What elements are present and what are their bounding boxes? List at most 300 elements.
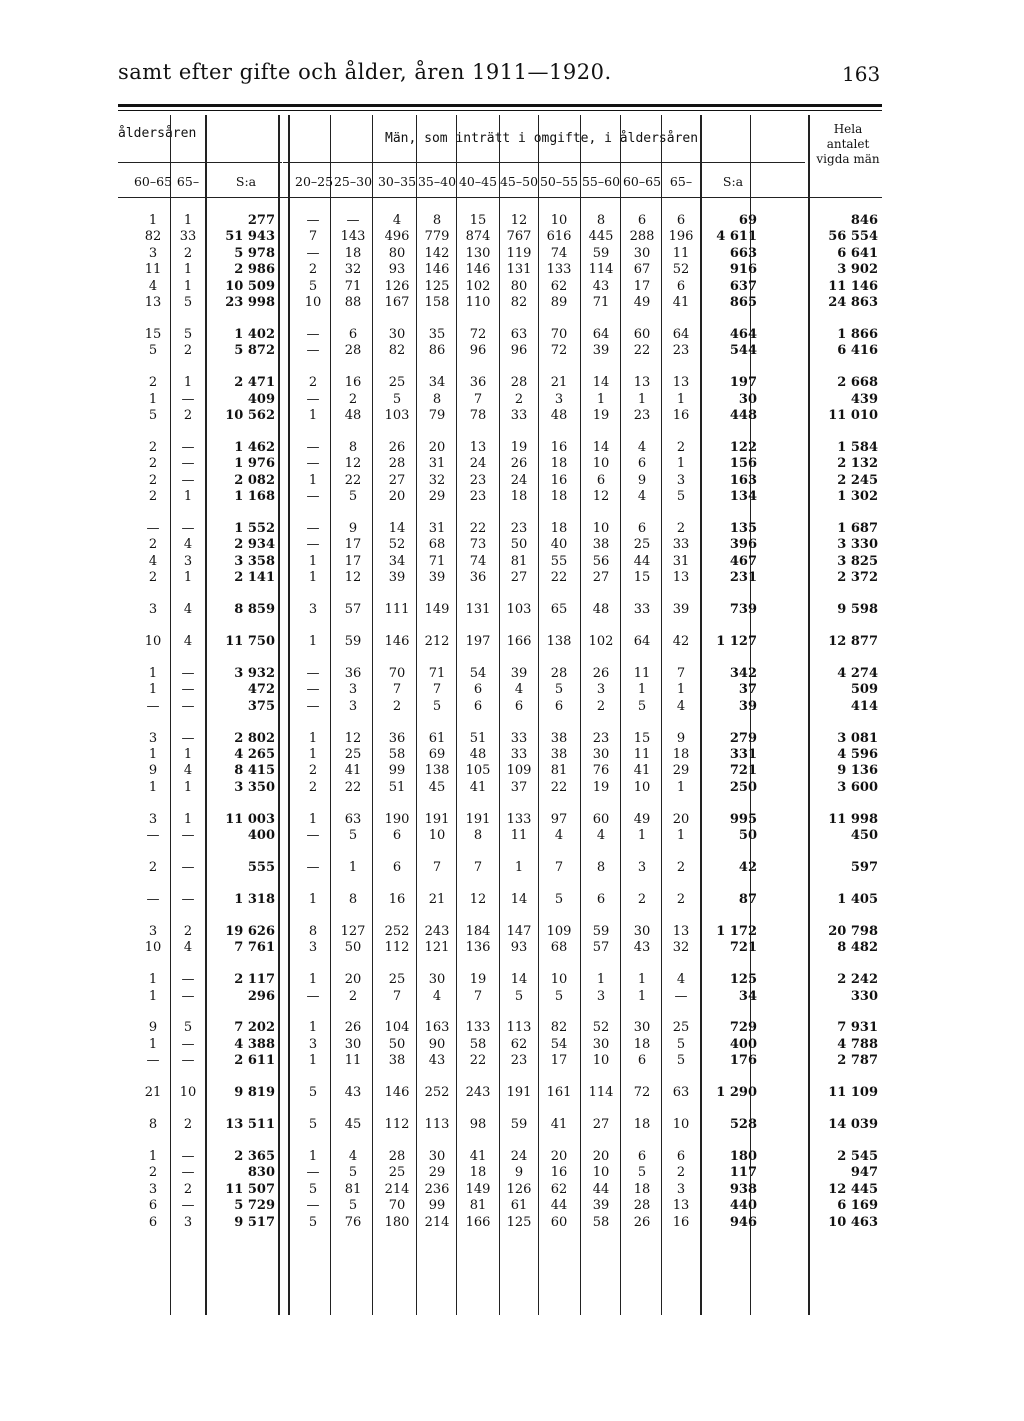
table-cell: 98 [469, 1117, 487, 1132]
table-cell: 45 [428, 779, 446, 795]
table-cell: 5 [637, 1165, 647, 1181]
table-cell: 56 554 [828, 229, 878, 245]
table-cell: 1 [183, 278, 193, 294]
table-cell: 1 [637, 972, 647, 988]
table-cell: 8 [348, 439, 358, 455]
table-cell: 18 [550, 456, 568, 472]
table-cell: 2 [676, 439, 686, 455]
table-cell: 7 [392, 988, 402, 1004]
table-cell: 80 [510, 278, 528, 294]
table-cell: 2 [596, 698, 606, 714]
table-cell: 464 [729, 326, 757, 342]
table-cell: 27 [388, 472, 406, 488]
table-cell: 252 [384, 923, 410, 939]
table-cell: 4 [183, 602, 193, 618]
table-cell: 39 [672, 602, 690, 618]
table-cell: 20 [672, 811, 690, 827]
table-cell: 39 [738, 698, 757, 714]
table-cell: 3 [183, 553, 193, 569]
table-cell: 26 [592, 665, 610, 681]
table-cell: 109 [546, 923, 572, 939]
table-cell: 874 [465, 229, 491, 245]
table-cell: 23 [672, 343, 690, 359]
table-cell: 6 [514, 698, 524, 714]
table-cell: 3 [596, 682, 606, 698]
table-cell: 1 [637, 828, 647, 844]
table-cell: 81 [469, 1198, 487, 1214]
table-cell: — [181, 456, 195, 472]
table-cell: 3 [348, 698, 358, 714]
table-cell: 1 [183, 262, 193, 278]
table-cell: — [306, 489, 320, 505]
table-cell: 4 [554, 828, 564, 844]
table-cell: 1 [148, 779, 158, 795]
table-cell: 18 [469, 1165, 487, 1181]
table-cell: 99 [428, 1198, 446, 1214]
table-cell: 6 [676, 278, 686, 294]
table-cell: 3 [637, 860, 647, 875]
table-cell: 28 [344, 343, 362, 359]
table-cell: — [306, 1198, 320, 1214]
table-cell: 2 [183, 1181, 193, 1197]
table-cell: 190 [384, 811, 410, 827]
table-cell: 38 [550, 730, 568, 746]
table-cell: 1 [676, 779, 686, 795]
table-cell: 1 [308, 472, 318, 488]
table-cell: 1 [148, 682, 158, 698]
table-cell: — [181, 860, 195, 875]
table-cell: 5 [183, 1020, 193, 1036]
table-cell: 2 [148, 570, 158, 586]
table-cell: 25 [344, 747, 362, 762]
column-header: 55–60 [581, 174, 621, 189]
table-cell: 41 [633, 763, 651, 779]
table-cell: 11 507 [225, 1181, 275, 1197]
table-cell: 10 [144, 634, 162, 649]
table-cell: 467 [729, 553, 757, 569]
table-cell: 13 511 [225, 1117, 275, 1132]
table-cell: — [181, 1148, 195, 1164]
table-cell: 9 819 [234, 1085, 275, 1101]
table-cell: 1 [183, 811, 193, 827]
table-cell: 2 934 [234, 537, 275, 553]
table-cell: 4 [637, 439, 647, 455]
table-cell: 214 [384, 1181, 410, 1197]
table-cell: 4 [392, 213, 402, 228]
table-cell: 61 [428, 730, 446, 746]
table-cell: 147 [506, 923, 532, 939]
table-cell: — [306, 213, 320, 228]
table-cell: 25 [388, 1165, 406, 1181]
table-cell: 97 [550, 811, 568, 827]
table-cell: 52 [672, 262, 690, 278]
table-cell: 946 [729, 1214, 757, 1230]
table-cell: 28 [550, 665, 568, 681]
table-cell: 1 [308, 1148, 318, 1164]
table-cell: 2 365 [234, 1148, 275, 1164]
table-cell: — [181, 439, 195, 455]
table-cell: 5 [348, 489, 358, 505]
table-cell: 86 [428, 343, 446, 359]
table-cell: 7 [432, 860, 442, 875]
table-cell: 13 [469, 439, 487, 455]
table-cell: 33 [510, 730, 528, 746]
table-cell: 54 [469, 665, 487, 681]
table-cell: 414 [850, 698, 878, 714]
table-cell: 61 [510, 1198, 528, 1214]
table-cell: 114 [588, 262, 614, 278]
table-cell: 20 798 [828, 923, 878, 939]
table-cell: 62 [510, 1036, 528, 1052]
table-cell: — [181, 682, 195, 698]
table-cell: 729 [729, 1020, 757, 1036]
table-cell: 4 274 [837, 665, 878, 681]
table-cell: 2 [348, 391, 358, 407]
table-cell: 1 [308, 891, 318, 907]
table-cell: 4 [432, 988, 442, 1004]
table-cell: 1 302 [837, 489, 878, 505]
table-cell: 1 [676, 391, 686, 407]
table-cell: — [181, 891, 195, 907]
table-cell: 27 [510, 570, 528, 586]
table-cell: 2 132 [837, 456, 878, 472]
table-cell: 3 [676, 472, 686, 488]
table-cell: 4 [348, 1148, 358, 1164]
table-cell: 8 [308, 923, 318, 939]
table-cell: 28 [388, 1148, 406, 1164]
table-cell: 125 [424, 278, 450, 294]
table-cell: 19 [510, 439, 528, 455]
table-cell: 6 [637, 456, 647, 472]
table-cell: 4 [183, 763, 193, 779]
table-cell: 39 [592, 343, 610, 359]
table-cell: 87 [738, 891, 757, 907]
table-cell: 44 [633, 553, 651, 569]
table-cell: 24 [510, 472, 528, 488]
table-cell: 16 [550, 472, 568, 488]
table-cell: 39 [592, 1198, 610, 1214]
table-cell: — [181, 1036, 195, 1052]
table-cell: 36 [469, 570, 487, 586]
column-header: 35–40 [417, 174, 457, 189]
table-cell: — [306, 988, 320, 1004]
table-cell: 10 [592, 1165, 610, 1181]
column-header: 40–45 [458, 174, 498, 189]
table-cell: 6 [676, 213, 686, 228]
table-cell: 6 [637, 1148, 647, 1164]
table-cell: 448 [729, 408, 757, 423]
table-cell: 6 [148, 1214, 158, 1230]
table-cell: 88 [344, 295, 362, 310]
table-cell: 1 [148, 1148, 158, 1164]
table-cell: 4 [148, 278, 158, 294]
table-cell: 69 [428, 747, 446, 762]
table-cell: 916 [729, 262, 757, 278]
table-cell: 1 [637, 988, 647, 1004]
table-cell: 93 [388, 262, 406, 278]
table-cell: 39 [428, 570, 446, 586]
table-cell: 2 [148, 1165, 158, 1181]
table-cell: 22 [633, 343, 651, 359]
table-cell: 509 [850, 682, 878, 698]
table-cell: 2 [148, 489, 158, 505]
table-cell: 146 [424, 262, 450, 278]
table-cell: 1 127 [716, 634, 757, 649]
table-cell: 1 [148, 1036, 158, 1052]
table-cell: 17 [550, 1053, 568, 1069]
table-cell: 13 [633, 375, 651, 391]
table-cell: — [146, 521, 160, 536]
table-cell: 135 [729, 521, 757, 536]
table-cell: 133 [465, 1020, 491, 1036]
table-cell: 4 388 [234, 1036, 275, 1052]
table-cell: 1 687 [837, 521, 878, 536]
table-cell: 396 [729, 537, 757, 553]
table-cell: 180 [384, 1214, 410, 1230]
table-cell: 16 [672, 408, 690, 423]
table-cell: 7 [432, 682, 442, 698]
table-cell: 3 [148, 811, 158, 827]
table-cell: 17 [344, 537, 362, 553]
table-cell: 114 [588, 1085, 614, 1101]
table-cell: 16 [550, 1165, 568, 1181]
table-cell: 6 [637, 1053, 647, 1069]
table-cell: 38 [592, 537, 610, 553]
table-cell: 2 986 [234, 262, 275, 278]
table-cell: 163 [729, 472, 757, 488]
table-cell: 450 [850, 828, 878, 844]
table-cell: 110 [465, 295, 491, 310]
table-cell: 197 [729, 375, 757, 391]
table-cell: 9 [148, 1020, 158, 1036]
table-cell: 25 [388, 375, 406, 391]
table-cell: 2 141 [234, 570, 275, 586]
table-cell: 1 [637, 682, 647, 698]
table-cell: 2 [308, 262, 318, 278]
table-cell: 2 245 [837, 472, 878, 488]
table-cell: 1 [308, 972, 318, 988]
table-cell: 62 [550, 278, 568, 294]
table-cell: 4 [637, 489, 647, 505]
table-cell: — [146, 891, 160, 907]
table-cell: 7 [392, 682, 402, 698]
table-cell: 125 [729, 972, 757, 988]
table-cell: 3 [148, 245, 158, 261]
table-cell: 212 [424, 634, 450, 649]
table-cell: 71 [428, 665, 446, 681]
table-cell: 2 [676, 860, 686, 875]
table-cell: 39 [510, 665, 528, 681]
table-cell: 64 [672, 326, 690, 342]
table-cell: 50 [388, 1036, 406, 1052]
table-cell: 11 750 [225, 634, 275, 649]
table-cell: 51 943 [225, 229, 275, 245]
table-cell: 1 [308, 747, 318, 762]
table-cell: 3 [348, 682, 358, 698]
table-cell: 10 [592, 456, 610, 472]
table-cell: 721 [729, 763, 757, 779]
table-cell: 167 [384, 295, 410, 310]
table-cell: 2 [348, 988, 358, 1004]
table-cell: 10 [633, 779, 651, 795]
table-cell: 243 [424, 923, 450, 939]
table-cell: 1 [183, 747, 193, 762]
table-cell: 96 [469, 343, 487, 359]
table-cell: 4 [183, 940, 193, 956]
table-cell: 21 [144, 1085, 162, 1101]
table-cell: 288 [629, 229, 655, 245]
table-cell: 50 [510, 537, 528, 553]
table-cell: 125 [506, 1214, 532, 1230]
table-cell: 12 [344, 570, 362, 586]
table-cell: 2 [392, 698, 402, 714]
table-cell: 4 [676, 698, 686, 714]
table-cell: 7 [308, 229, 318, 245]
table-cell: 445 [588, 229, 614, 245]
table-cell: 18 [633, 1181, 651, 1197]
table-cell: 5 [308, 1117, 318, 1132]
table-cell: 42 [672, 634, 690, 649]
table-cell: 30 [738, 391, 757, 407]
table-cell: 12 [344, 730, 362, 746]
table-cell: 1 [308, 553, 318, 569]
table-cell: 70 [388, 1198, 406, 1214]
table-cell: 1 [148, 213, 158, 228]
table-cell: 79 [428, 408, 446, 423]
table-cell: — [181, 472, 195, 488]
table-cell: 131 [465, 602, 491, 618]
table-cell: 184 [465, 923, 491, 939]
table-cell: 72 [633, 1085, 651, 1101]
table-cell: 41 [344, 763, 362, 779]
table-cell: 23 [633, 408, 651, 423]
table-cell: 4 788 [837, 1036, 878, 1052]
table-cell: 296 [247, 988, 275, 1004]
table-cell: 23 [510, 1053, 528, 1069]
table-cell: 23 [592, 730, 610, 746]
table-cell: 19 [592, 779, 610, 795]
table-cell: 5 [348, 1165, 358, 1181]
table-cell: 133 [506, 811, 532, 827]
table-cell: — [181, 988, 195, 1004]
table-cell: 1 [308, 1053, 318, 1069]
table-cell: 22 [344, 779, 362, 795]
table-cell: 30 [633, 1020, 651, 1036]
table-cell: 1 [148, 391, 158, 407]
table-cell: 12 [344, 456, 362, 472]
table-cell: 13 [144, 295, 162, 310]
table-cell: 19 626 [225, 923, 275, 939]
table-cell: — [181, 1053, 195, 1069]
table-cell: 8 [432, 391, 442, 407]
table-cell: 60 [592, 811, 610, 827]
table-cell: 12 [510, 213, 528, 228]
table-cell: 58 [388, 747, 406, 762]
table-cell: — [181, 972, 195, 988]
table-cell: 8 [348, 891, 358, 907]
table-cell: 59 [510, 1117, 528, 1132]
table-cell: 342 [729, 665, 757, 681]
table-cell: 15 [144, 326, 162, 342]
table-cell: 105 [465, 763, 491, 779]
table-cell: 122 [729, 439, 757, 455]
table-cell: 10 [592, 521, 610, 536]
table-cell: 3 350 [234, 779, 275, 795]
table-cell: 29 [428, 489, 446, 505]
table-cell: 127 [340, 923, 366, 939]
table-cell: 1 462 [234, 439, 275, 455]
table-cell: 72 [550, 343, 568, 359]
table-cell: 63 [672, 1085, 690, 1101]
table-cell: 5 [554, 682, 564, 698]
table-cell: 23 [469, 472, 487, 488]
table-cell: 20 [344, 972, 362, 988]
table-cell: 4 596 [837, 747, 878, 762]
table-cell: 156 [729, 456, 757, 472]
table-cell: 19 [592, 408, 610, 423]
table-cell: 1 [637, 391, 647, 407]
table-cell: 3 [308, 1036, 318, 1052]
table-cell: 146 [384, 634, 410, 649]
table-cell: 30 [388, 326, 406, 342]
table-cell: 63 [510, 326, 528, 342]
table-cell: 2 545 [837, 1148, 878, 1164]
table-cell: 5 [637, 698, 647, 714]
table-cell: 78 [469, 408, 487, 423]
table-cell: 2 [183, 923, 193, 939]
table-cell: — [146, 698, 160, 714]
table-cell: 48 [469, 747, 487, 762]
table-cell: 2 242 [837, 972, 878, 988]
table-cell: 23 998 [225, 295, 275, 310]
table-cell: 58 [469, 1036, 487, 1052]
table-cell: 3 081 [837, 730, 878, 746]
table-cell: 250 [729, 779, 757, 795]
table-cell: 496 [384, 229, 410, 245]
table-cell: — [674, 988, 688, 1004]
table-cell: 49 [633, 811, 651, 827]
column-header: S:a [235, 174, 257, 189]
table-cell: 1 976 [234, 456, 275, 472]
table-cell: 555 [247, 860, 275, 875]
table-cell: 93 [510, 940, 528, 956]
table-cell: 39 [388, 570, 406, 586]
table-cell: 3 [554, 391, 564, 407]
table-cell: 30 [633, 245, 651, 261]
table-cell: 26 [388, 439, 406, 455]
table-cell: 64 [633, 634, 651, 649]
table-cell: 28 [633, 1198, 651, 1214]
table-cell: 779 [424, 229, 450, 245]
table-cell: 70 [388, 665, 406, 681]
table-cell: 63 [344, 811, 362, 827]
table-cell: 9 517 [234, 1214, 275, 1230]
table-cell: 52 [388, 537, 406, 553]
table-cell: — [306, 860, 320, 875]
table-cell: 143 [340, 229, 366, 245]
table-cell: — [146, 828, 160, 844]
table-cell: 38 [550, 747, 568, 762]
table-cell: 48 [344, 408, 362, 423]
table-cell: 126 [506, 1181, 532, 1197]
table-cell: 102 [465, 278, 491, 294]
table-cell: 54 [550, 1036, 568, 1052]
table-cell: 166 [506, 634, 532, 649]
table-cell: 3 [308, 602, 318, 618]
table-cell: 7 [473, 860, 483, 875]
table-cell: 8 415 [234, 763, 275, 779]
table-cell: 5 [348, 1198, 358, 1214]
